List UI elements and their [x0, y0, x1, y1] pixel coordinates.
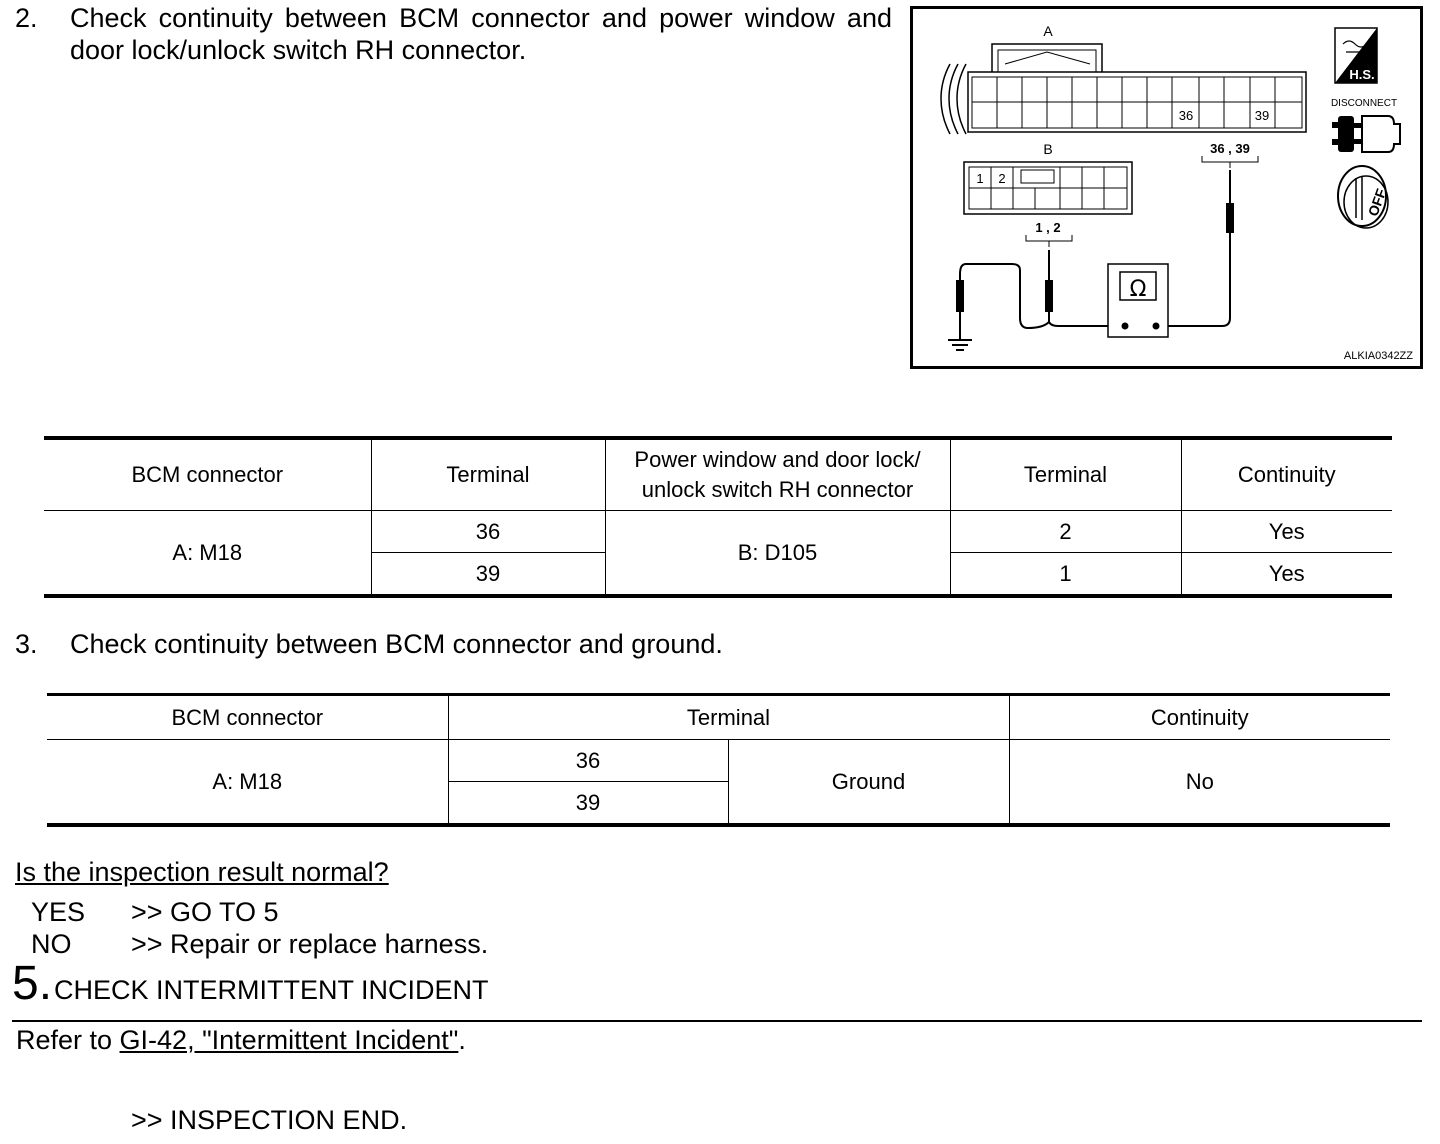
bcm-connector-cell: A: M18 — [212, 768, 283, 794]
step-5-title: CHECK INTERMITTENT INCIDENT — [54, 975, 489, 1005]
pin-2-label: 2 — [998, 171, 1006, 186]
inspection-end: >> INSPECTION END. — [131, 1105, 408, 1135]
intermittent-incident-link[interactable]: GI-42, "Intermittent Incident" — [119, 1025, 459, 1055]
probe-b-pins-label: 1 , 2 — [1035, 220, 1061, 235]
pin-39-label: 39 — [1254, 108, 1270, 123]
step-2-instruction: Check continuity between BCM connector and power window and door lock/unlock switch RH connector. — [70, 3, 892, 65]
off-label: OFF — [1364, 186, 1390, 219]
bcm-terminal-cell: 36 — [371, 511, 605, 553]
step-2-number: 2. — [15, 3, 38, 33]
ohmmeter — [1108, 264, 1168, 337]
header-continuity: Continuity — [1009, 695, 1390, 740]
switch-connector-cell: B: D105 — [605, 511, 950, 597]
header-switch-connector: Power window and door lock/ unlock switch RH connector — [605, 438, 950, 511]
header-terminal: Terminal — [448, 695, 1009, 740]
continuity-cell: Yes — [1181, 511, 1392, 553]
disconnect-icon — [1332, 116, 1400, 152]
answer-yes-key: YES — [31, 897, 86, 927]
connector-continuity-diagram — [910, 6, 1423, 369]
switch-terminal-cell: 1 — [950, 553, 1181, 597]
bcm-terminal-cell: 39 — [448, 782, 728, 826]
bcm-terminal-cell: 39 — [371, 553, 605, 597]
header-terminal: Terminal — [371, 438, 605, 511]
answer-no-key: NO — [31, 929, 72, 959]
continuity-table-bcm-to-switch — [44, 436, 1392, 598]
table-row — [44, 511, 1392, 553]
table-row — [47, 740, 1390, 782]
step-5-number: 5. — [12, 957, 53, 1010]
header-continuity: Continuity — [1181, 438, 1392, 511]
reference-line — [16, 1025, 466, 1056]
inspection-question: Is the inspection result normal? — [15, 857, 389, 887]
header-bcm-connector: BCM connector — [47, 695, 448, 740]
probe-a-pins-label: 36 , 39 — [1210, 141, 1250, 156]
section-divider — [12, 1020, 1422, 1022]
refer-prefix: Refer to — [16, 1025, 120, 1055]
refer-suffix: . — [458, 1025, 466, 1055]
switch-terminal-cell: 2 — [950, 511, 1181, 553]
pin-36-label: 36 — [1178, 108, 1194, 123]
pin-1-label: 1 — [976, 171, 984, 186]
diagram-code: ALKIA0342ZZ — [1343, 350, 1413, 362]
connector-a-label: A — [1043, 23, 1053, 39]
answer-yes-action: >> GO TO 5 — [131, 897, 279, 927]
harness-side-icon — [1335, 28, 1377, 83]
continuity-table-bcm-to-ground — [47, 693, 1390, 827]
bcm-terminal-cell: 36 — [448, 740, 728, 782]
header-bcm-connector: BCM connector — [44, 438, 371, 511]
step-3-number: 3. — [15, 629, 38, 659]
table-header-row — [44, 438, 1392, 511]
hs-label: H.S. — [1349, 67, 1375, 82]
disconnect-label: DISCONNECT — [1330, 98, 1398, 109]
connector-b-label: B — [1043, 141, 1053, 157]
answer-no-action: >> Repair or replace harness. — [131, 929, 489, 959]
ground-cell: Ground — [728, 740, 1009, 826]
bcm-connector-cell: A: M18 — [172, 539, 243, 565]
continuity-cell: Yes — [1181, 553, 1392, 597]
continuity-cell: No — [1009, 740, 1390, 826]
table-header-row — [47, 695, 1390, 740]
header-terminal: Terminal — [950, 438, 1181, 511]
ohm-symbol: Ω — [1129, 277, 1147, 302]
step-3-instruction: Check continuity between BCM connector and ground. — [70, 629, 723, 659]
